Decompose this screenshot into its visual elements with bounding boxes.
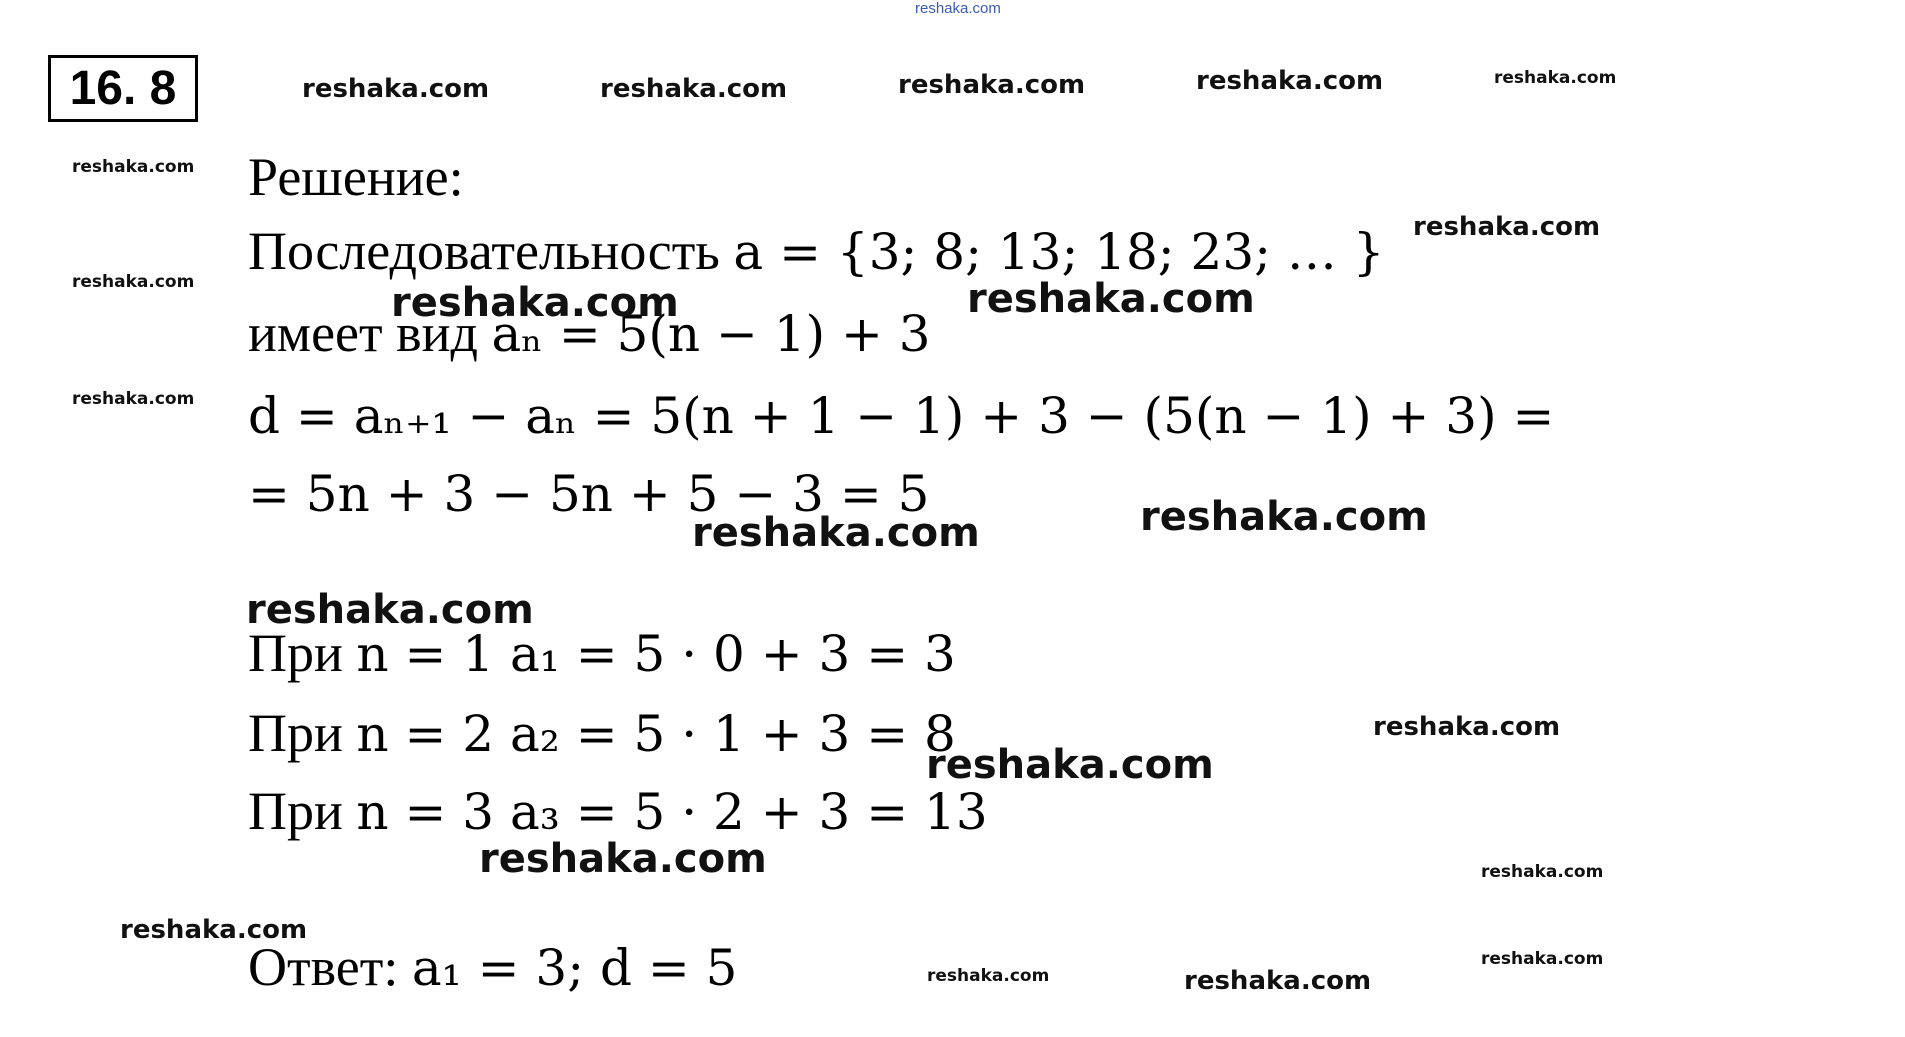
second-term-label: При (248, 703, 357, 763)
answer-line (248, 937, 737, 998)
answer-formula: a₁ = 3; d = 5 (411, 939, 738, 997)
first-term-formula: n = 1 a₁ = 5 · 0 + 3 = 3 (356, 625, 956, 683)
watermark: reshaka.com (1196, 66, 1384, 96)
first-term-label: При (248, 623, 357, 683)
watermark: reshaka.com (600, 74, 788, 104)
general-term-formula: aₙ = 5(n − 1) + 3 (491, 305, 931, 363)
watermark: reshaka.com (246, 587, 534, 633)
watermark: reshaka.com (302, 74, 490, 104)
watermark: reshaka.com (1481, 862, 1604, 882)
third-term-label: При (248, 781, 357, 841)
watermark: reshaka.com (898, 70, 1086, 100)
second-term-line (248, 703, 956, 764)
watermark: reshaka.com (692, 510, 980, 556)
difference-formula: d = aₙ₊₁ − aₙ = 5(n + 1 − 1) + 3 − (5(n − 1) + 3) = (248, 387, 1555, 445)
watermark: reshaka.com (391, 280, 679, 326)
third-term-formula: n = 3 a₃ = 5 · 2 + 3 = 13 (356, 783, 988, 841)
task-number-box: 16. 8 (48, 55, 198, 122)
watermark: reshaka.com (1184, 966, 1372, 996)
watermark: reshaka.com (1481, 949, 1604, 969)
watermark: reshaka.com (120, 915, 308, 945)
watermark: reshaka.com (1140, 494, 1428, 540)
watermark: reshaka.com (927, 966, 1050, 986)
watermark: reshaka.com (1494, 68, 1617, 88)
solution-heading: Решение: (248, 147, 464, 207)
second-term-formula: n = 2 a₂ = 5 · 1 + 3 = 8 (356, 705, 956, 763)
watermark: reshaka.com (1373, 712, 1561, 742)
difference-line (248, 385, 1554, 446)
sequence-line (248, 221, 1385, 282)
answer-label: Ответ: (248, 937, 412, 997)
watermark: reshaka.com (72, 157, 195, 177)
watermark: reshaka.com (1413, 212, 1601, 242)
sequence-label: Последовательность (248, 221, 734, 281)
watermark: reshaka.com (926, 742, 1214, 788)
watermark: reshaka.com (72, 272, 195, 292)
watermark: reshaka.com (479, 836, 767, 882)
general-term-label: имеет вид (248, 303, 492, 363)
sequence-formula: a = {3; 8; 13; 18; 23; … } (733, 223, 1385, 281)
watermark: reshaka.com (915, 0, 1001, 17)
difference-result-formula: = 5n + 3 − 5n + 5 − 3 = 5 (248, 465, 930, 523)
third-term-line (248, 781, 988, 842)
watermark: reshaka.com (967, 276, 1255, 322)
watermark: reshaka.com (72, 389, 195, 409)
